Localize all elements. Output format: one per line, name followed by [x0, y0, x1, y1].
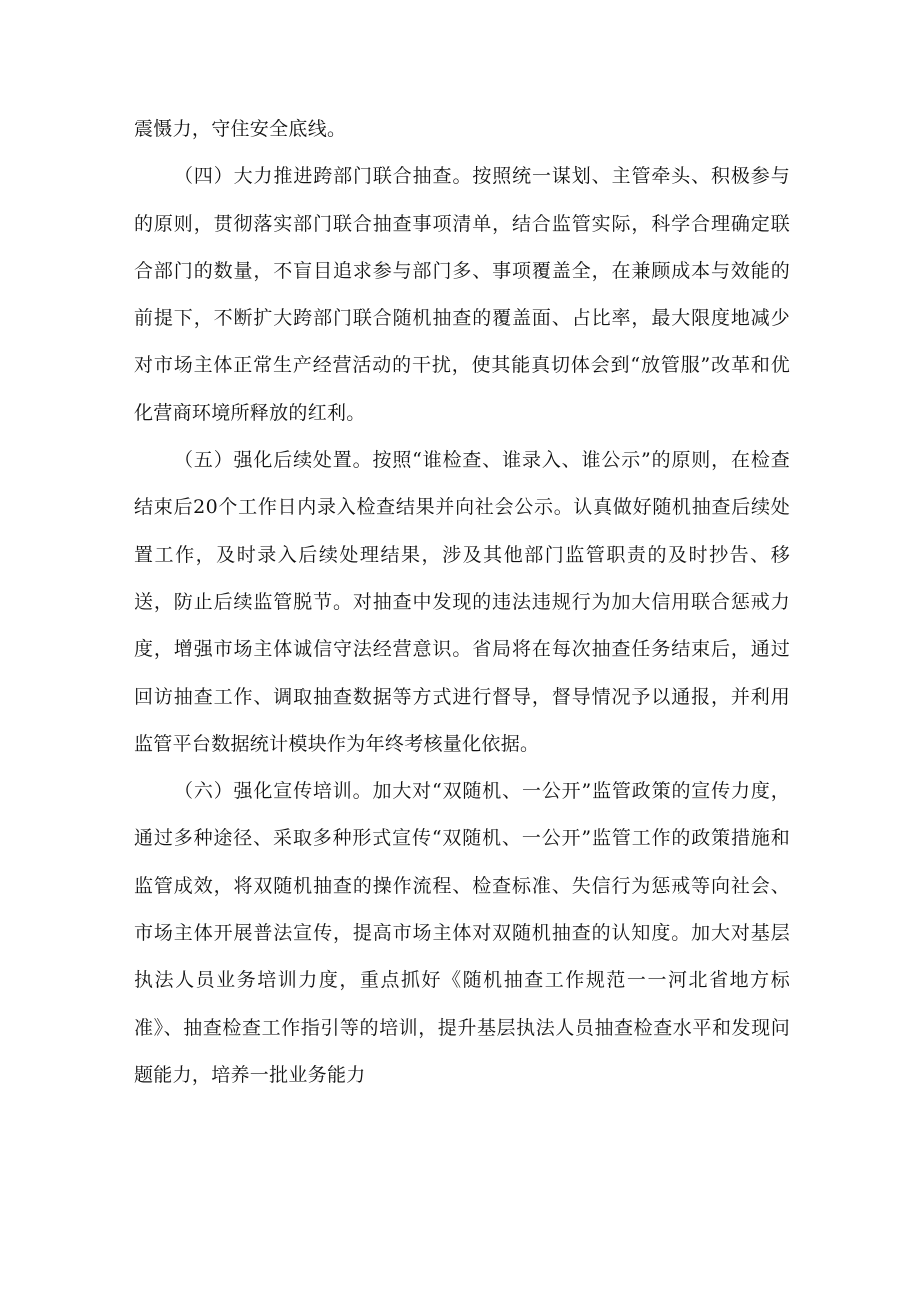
document-body: [134, 106, 790, 1099]
paragraph-continuation: 震慑力，守住安全底线。: [134, 118, 347, 140]
paragraph-follow-up-handling: （五）强化后续处置。按照“谁检查、谁录入、谁公示”的原则，在检查结束后20个工作日内录入检查结果并向社会公示。认真做好随机抽查后续处置工作，及时录入后续处理结果，涉及其他部门监管职责的及时抄告、移送，防止后续监管脱节。对抽查中发现的违法违规行为加大信用联合惩戒力度，增强市场主体诚信守法经营意识。省局将在每次抽查任务结束后，通过回访抽查工作、调取抽查数据等方式进行督导，督导情况予以通报，并利用监管平台数据统计模块作为年终考核量化依据。: [134, 449, 790, 755]
paragraph-cross-department-inspection: （四）大力推进跨部门联合抽查。按照统一谋划、主管牵头、积极参与的原则，贯彻落实部门联合抽查事项清单，结合监管实际，科学合理确定联合部门的数量，不盲目追求参与部门多、事项覆盖全，在兼顾成本与效能的前提下，不断扩大跨部门联合随机抽查的覆盖面、占比率，最大限度地减少对市场主体正常生产经营活动的干扰，使其能真切体会到“放管服”改革和优化营商环境所释放的红利。: [134, 165, 790, 424]
paragraph-publicity-training: （六）强化宣传培训。加大对“双随机、一公开”监管政策的宣传力度，通过多种途径、采取多种形式宣传“双随机、一公开”监管工作的政策措施和监管成效，将双随机抽查的操作流程、检查标准、失信行为惩戒等向社会、市场主体开展普法宣传，提高市场主体对双随机抽查的认知度。加大对基层执法人员业务培训力度，重点抓好《随机抽查工作规范一一河北省地方标准》、抽查检查工作指引等的培训，提升基层执法人员抽查检查水平和发现问题能力，培养一批业务能力: [134, 780, 790, 1086]
